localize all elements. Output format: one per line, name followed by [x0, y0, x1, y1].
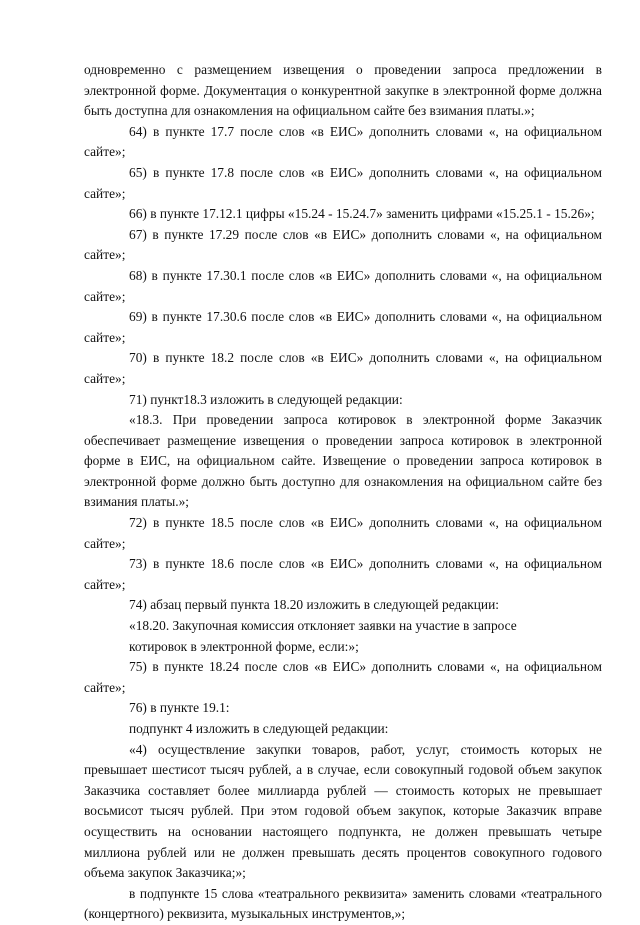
paragraph-quote-subitem-4: «4) осуществление закупки товаров, работ, услуг, стоимость которых не превышает шестисот тысяч рублей, а в случае, если совокупный годовой объем закупок Заказчика составляет более миллиарда рублей — стоимость которых не превышает восьмисот тысяч рублей. При этом годовой объем закупок, которые Заказчик вправе осуществить на основании настоящего подпункта, не должен превышать четыре миллиона рублей или не должен превышать десять процентов совокупного годового объема закупок Заказчика;»; [84, 741, 602, 881]
paragraph-subitem-15: в подпункте 15 слова «театрального реквизита» заменить словами «театрального (концертного) реквизита, музыкальных инструментов,»; [84, 885, 602, 922]
paragraph-item-75: 75) в пункте 18.24 после слов «в ЕИС» дополнить словами «, на официальном сайте»; [84, 659, 602, 695]
paragraph-item-70: 70) в пункте 18.2 после слов «в ЕИС» дополнить словами «, на официальном сайте»; [84, 350, 602, 386]
paragraph-item-71: 71) пункт18.3 изложить в следующей редакции: [129, 391, 403, 407]
paragraph-item-74: 74) абзац первый пункта 18.20 изложить в следующей редакции: [129, 597, 499, 613]
paragraph-item-66: 66) в пункте 17.12.1 цифры «15.24 - 15.24.7» заменить цифрами «15.25.1 - 15.26»; [129, 206, 595, 222]
paragraph-quote-18-3: «18.3. При проведении запроса котировок в электронной форме Заказчик обеспечивает размещение извещения о проведении запроса котировок в электронной форме в ЕИС, на официальном сайте. Извещение о проведении запроса котировок в электронной форме должно быть доступно для ознакомления на официальном сайте без взимания платы.»; [84, 412, 602, 510]
document-body [84, 60, 602, 925]
paragraph-item-73: 73) в пункте 18.6 после слов «в ЕИС» дополнить словами «, на официальном сайте»; [84, 556, 602, 592]
paragraph-item-72: 72) в пункте 18.5 после слов «в ЕИС» дополнить словами «, на официальном сайте»; [84, 515, 602, 551]
paragraph-item-68: 68) в пункте 17.30.1 после слов «в ЕИС» дополнить словами «, на официальном сайте»; [84, 267, 602, 304]
paragraph-item-67: 67) в пункте 17.29 после слов «в ЕИС» дополнить словами «, на официальном сайте»; [84, 226, 602, 263]
paragraph-quote-18-20-cont: котировок в электронной форме, если:»; [129, 638, 359, 654]
paragraph-subitem-4: подпункт 4 изложить в следующей редакции: [129, 721, 389, 736]
paragraph-item-69: 69) в пункте 17.30.6 после слов «в ЕИС» дополнить словами «, на официальном сайте»; [84, 309, 602, 345]
paragraph-item-76: 76) в пункте 19.1: [129, 700, 230, 716]
paragraph-continuation: одновременно с размещением извещения о проведении запроса предложении в электронной форме. Документация о конкурентной закупке в электронной форме должна быть доступна для ознакомления на официальном сайте без взимания платы.»; [84, 62, 602, 119]
paragraph-item-65: 65) в пункте 17.8 после слов «в ЕИС» дополнить словами «, на официальном сайте»; [84, 164, 602, 201]
paragraph-quote-18-20: «18.20. Закупочная комиссия отклоняет заявки на участие в запросе [129, 618, 517, 634]
paragraph-item-64: 64) в пункте 17.7 после слов «в ЕИС» дополнить словами «, на официальном сайте»; [84, 123, 602, 160]
